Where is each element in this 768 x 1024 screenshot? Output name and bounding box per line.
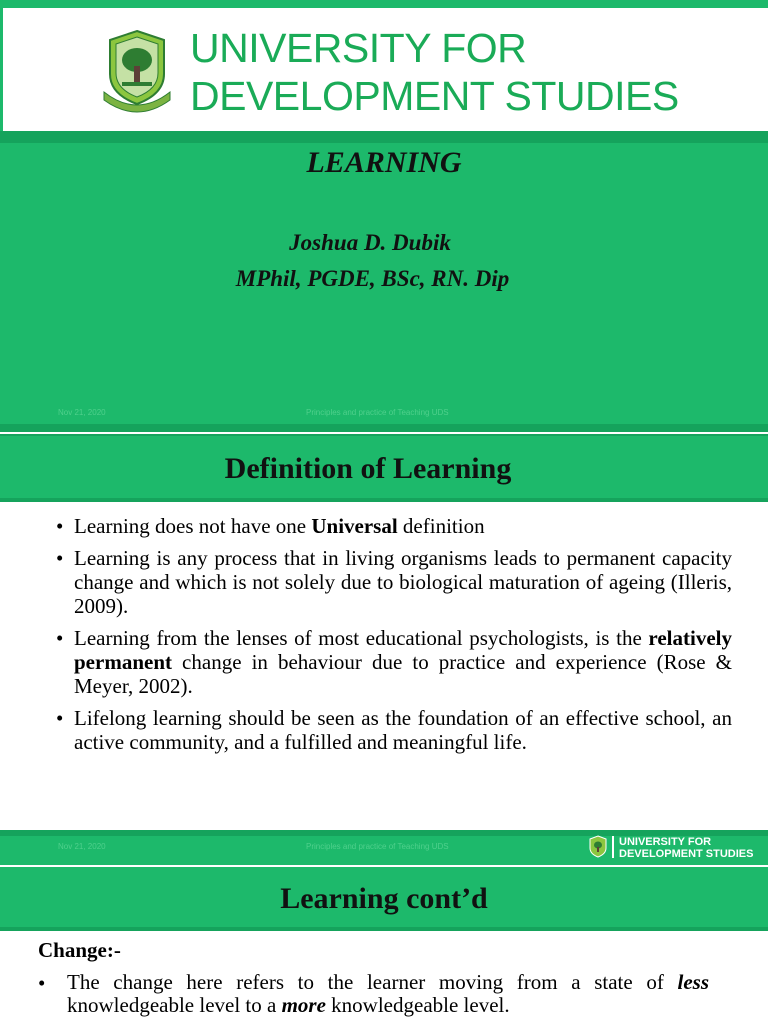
footer-course: Principles and practice of Teaching UDS [306, 842, 449, 851]
bullet-text: definition [397, 514, 485, 538]
bullet-text: knowledgeable level. [325, 993, 510, 1017]
bullet-item [56, 626, 732, 698]
author-credentials: MPhil, PGDE, BSc, RN. Dip [235, 266, 510, 291]
university-name-line2: DEVELOPMENT STUDIES [190, 73, 679, 119]
footer-course: Principles and practice of Teaching UDS [306, 408, 449, 417]
footer-date: Nov 21, 2020 [58, 408, 106, 417]
bullet-text: Learning from the lenses of most educational psychologists, is the [74, 626, 649, 650]
bullet-item [56, 514, 732, 538]
bullet-text: Lifelong learning should be seen as the foundation of an effective school, an active community, and a fulfilled and meaningful life. [74, 706, 732, 754]
slide-title: Learning cont’d [280, 882, 488, 915]
bullet-text: change in behaviour due to practice and experience (Rose & Meyer, 2002). [74, 650, 732, 698]
university-name-line1: UNIVERSITY FOR [190, 25, 527, 71]
author-name: Joshua D. Dubik [289, 230, 451, 255]
bullet-emphasis: more [281, 993, 326, 1017]
bullet-emphasis: Universal [311, 514, 398, 538]
bullet-emphasis: relatively permanent [74, 626, 732, 674]
university-name-line2: DEVELOPMENT STUDIES [619, 848, 754, 860]
definition-slide [0, 432, 768, 865]
subheading: Change:- [38, 938, 121, 962]
bottom-accent-bar [0, 424, 768, 432]
bullet-item [56, 546, 732, 618]
slide-title: LEARNING [306, 146, 462, 179]
university-crest-logo [100, 28, 174, 114]
bullet-item [67, 971, 709, 1017]
top-accent-bar [0, 0, 768, 8]
bullet-text: Learning does not have one [74, 514, 312, 538]
bullet-item [56, 706, 732, 754]
university-name-line1: UNIVERSITY FOR [619, 836, 712, 848]
bullet-text: Learning is any process that in living organisms leads to permanent capacity change and which is not solely due to biological maturation of ageing (Illeris, 2009). [74, 546, 732, 618]
slide-title: Definition of Learning [224, 452, 512, 485]
bullet-glyph: • [38, 971, 46, 995]
bullet-emphasis: less [677, 970, 709, 994]
bullet-text: knowledgeable level to a [67, 993, 282, 1017]
title-slide [0, 0, 768, 432]
university-crest-logo [588, 835, 608, 859]
footer-date: Nov 21, 2020 [58, 842, 106, 851]
bullet-list [56, 514, 732, 762]
header-separator [0, 131, 768, 143]
bullet-text: The change here refers to the learner moving from a state of [67, 970, 678, 994]
logo-divider [612, 836, 614, 858]
learning-contd-slide [0, 865, 768, 1024]
